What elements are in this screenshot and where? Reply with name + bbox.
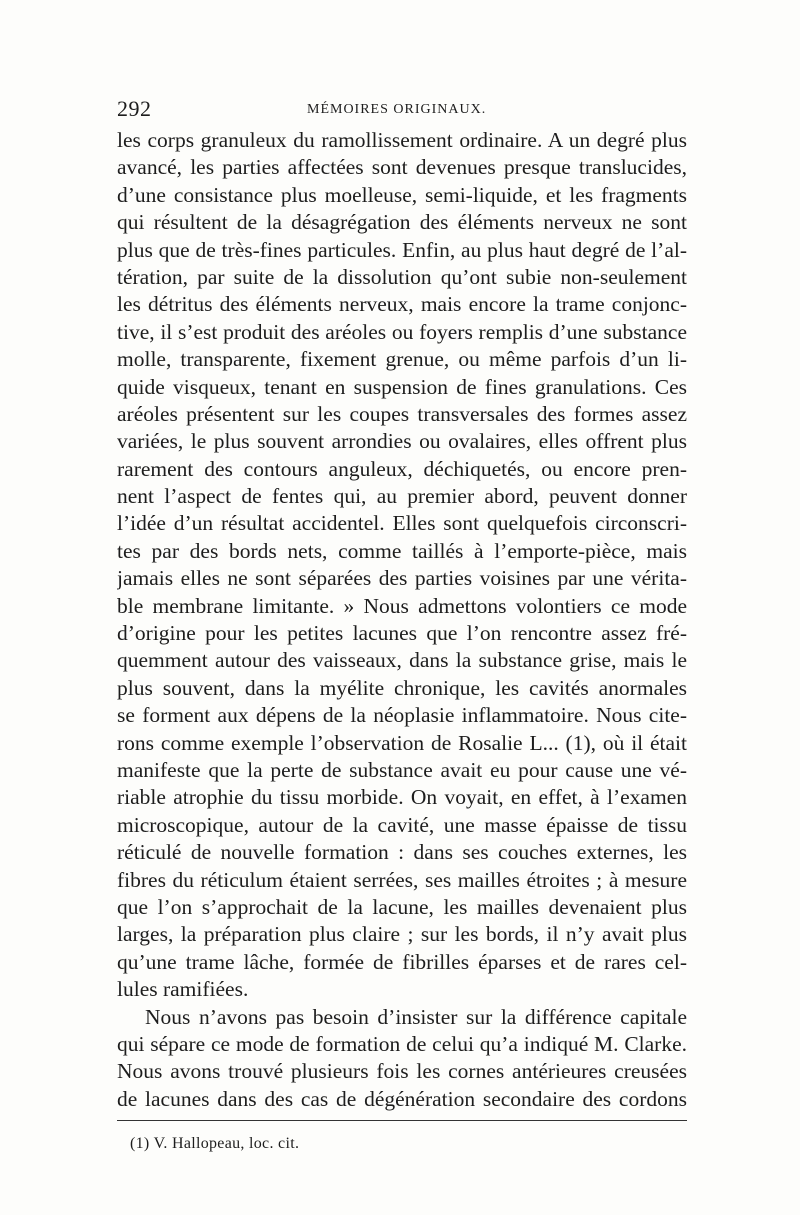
running-title: MÉMOIRES ORIGINAUX.	[307, 102, 487, 117]
page-number: 292	[117, 96, 152, 121]
text-line: manifeste que la perte de substance avait eu pour cause une vé-	[117, 757, 687, 782]
text-line: d’origine pour les petites lacunes que l’on rencontre assez fré-	[117, 621, 687, 646]
page-header	[117, 96, 687, 126]
text-line: réticulé de nouvelle formation : dans ses couches externes, les	[117, 840, 687, 865]
text-line: les détritus des éléments nerveux, mais encore la trame conjonc-	[117, 292, 687, 317]
text-line: se forment aux dépens de la néoplasie inflammatoire. Nous cite-	[117, 703, 687, 728]
text-line: que l’on s’approchait de la lacune, les mailles devenaient plus	[117, 894, 687, 919]
text-line: rons comme exemple l’observation de Rosalie L... (1), où il était	[117, 730, 687, 755]
text-line: plus souvent, dans la myélite chronique, les cavités anormales	[117, 675, 687, 700]
text-line: les corps granuleux du ramollissement ordinaire. A un degré plus	[117, 128, 687, 152]
text-line: d’une consistance plus moelleuse, semi-liquide, et les fragments	[117, 182, 687, 207]
text-line: de lacunes dans des cas de dégénération secondaire des cordons	[117, 1086, 687, 1111]
text-line: qu’une trame lâche, formée de fibrilles éparses et de rares cel-	[117, 949, 687, 974]
footnote: (1) V. Hallopeau, loc. cit.	[130, 1135, 300, 1152]
text-line: plus que de très-fines particules. Enfin, au plus haut degré de l’al-	[117, 237, 687, 262]
text-line: molle, transparente, fixement grenue, ou même parfois d’un li-	[117, 347, 687, 372]
text-line: quide visqueux, tenant en suspension de fines granulations. Ces	[117, 374, 687, 399]
text-line: rarement des contours anguleux, déchiquetés, ou encore pren-	[117, 456, 687, 481]
text-line: quemment autour des vaisseaux, dans la substance grise, mais le	[117, 648, 687, 673]
text-line: jamais elles ne sont séparées des parties voisines par une vérita-	[117, 566, 687, 591]
text-line: qui résultent de la désagrégation des éléments nerveux ne sont	[117, 210, 687, 235]
text-line: l’idée d’un résultat accidentel. Elles sont quelquefois circonscri-	[117, 511, 687, 536]
text-line: riable atrophie du tissu morbide. On voyait, en effet, à l’examen	[117, 785, 687, 810]
text-line: ble membrane limitante. » Nous admettons volontiers ce mode	[117, 593, 687, 618]
text-line: Nous avons trouvé plusieurs fois les cornes antérieures creusées	[117, 1059, 687, 1084]
text-line: tération, par suite de la dissolution qu’ont subie non-seulement	[117, 264, 687, 289]
text-line: qui sépare ce mode de formation de celui qu’a indiqué M. Clarke.	[117, 1031, 687, 1056]
text-line: larges, la préparation plus claire ; sur les bords, il n’y avait plus	[117, 922, 687, 947]
text-line: microscopique, autour de la cavité, une masse épaisse de tissu	[117, 812, 687, 837]
text-line: nent l’aspect de fentes qui, au premier abord, peuvent donner	[117, 484, 687, 509]
text-line: variées, le plus souvent arrondies ou ovalaires, elles offrent plus	[117, 429, 687, 454]
text-line: tive, il s’est produit des aréoles ou foyers remplis d’une substance	[117, 319, 687, 344]
text-line: lules ramifiées.	[117, 977, 249, 1002]
text-line: Nous n’avons pas besoin d’insister sur la différence capitale	[145, 1004, 687, 1029]
text-line: fibres du réticulum étaient serrées, ses mailles étroites ; à mesure	[117, 867, 687, 892]
text-line: aréoles présentent sur les coupes transversales des formes assez	[117, 401, 687, 426]
body-text	[117, 127, 687, 1113]
text-line: tes par des bords nets, comme taillés à l’emporte-pièce, mais	[117, 538, 687, 563]
footnote-divider	[117, 1120, 687, 1121]
text-line: avancé, les parties affectées sont devenues presque translucides,	[117, 155, 687, 180]
